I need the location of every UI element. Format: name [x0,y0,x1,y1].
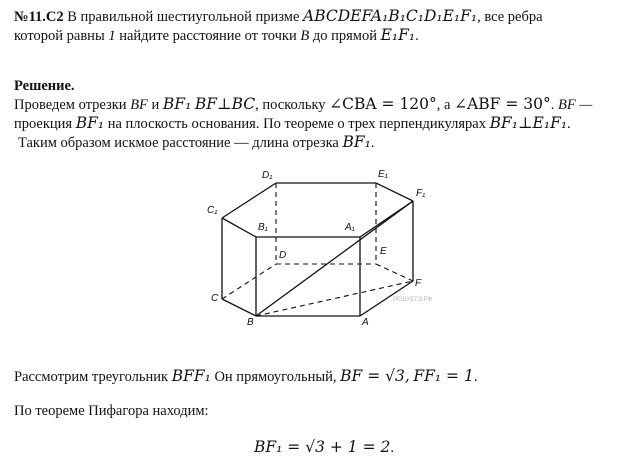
angle-cba: ∠CBA = 120° [329,95,437,113]
label-a: A [362,317,369,328]
bottom-text: Он прямоугольный, [214,369,337,385]
bottom-text: . [473,369,478,385]
segment-bf: BF [130,97,148,113]
label-e: E [380,246,387,257]
bottom-line-2: По теореме Пифагора находим: [14,403,209,419]
result-dot: . [390,440,394,456]
problem-text-5: до прямой [312,28,377,44]
segment-bf-projection: BF — [557,97,593,113]
label-d: D [279,250,287,261]
solution-text: . [567,116,571,132]
point-b: B [300,28,310,44]
problem-text-2: , все ребра [477,9,543,25]
segment-bf1: BF₁ [75,114,105,132]
solution-text: на плоскость основания. По теореме о трех перпендикулярах [107,116,486,132]
label-f: F [415,278,422,289]
edge-length: 1 [108,28,116,44]
solution-text: Проведем отрезки [14,97,127,113]
equation-bf: BF = √3, [340,367,410,385]
label-b: B [247,317,254,328]
problem-text-4: найдите расстояние от точки [119,28,297,44]
equation-ff1: FF₁ = 1 [413,367,474,385]
solution-text: и [151,97,160,113]
segment-bf1: BF₁ [162,95,192,113]
label-b1: B₁ [258,222,268,233]
triangle-bff1: BFF₁ [171,367,211,385]
solution-text: . [370,135,375,151]
perpendicular-relation: BF⊥BC [194,95,256,113]
label-d1: D₁ [262,170,273,181]
edge-e1f1 [376,183,413,201]
edge-cd [222,264,276,299]
edge-ef [376,264,413,281]
problem-number: №11.C2 [14,9,64,25]
solution-text: проекция [14,116,73,132]
segment-bf1: BF₁ [342,133,371,151]
problem-dot: . [415,28,419,44]
label-f1: F₁ [416,188,426,199]
bottom-line-1 [14,368,477,386]
label-e1: E₁ [378,169,388,180]
solution-text: , а [436,97,451,113]
angle-abf: ∠ABF = 30° [454,95,551,113]
label-c1: C₁ [207,205,218,216]
label-c: C [211,293,219,304]
edge-cb [222,299,256,316]
perpendicular-relation: BF₁⊥E₁F₁ [489,114,568,132]
problem-text-1: В правильной шестиугольной призме [67,9,300,25]
edge-c1d1 [222,183,276,218]
result-equation: BF₁ = √3 + 1 = 2 [254,438,391,456]
line-e1f1: E₁F₁ [380,26,416,44]
edge-b1c1 [222,218,256,237]
watermark: РЕШУЕГЭ.РФ [393,297,433,303]
solution-text: , поскольку [255,97,326,113]
problem-text-3: которой равны [14,28,105,44]
solution-text: . [550,97,555,113]
result-line [254,439,394,457]
solution-text: Таким образом искмое расстояние — длина отрезка [18,135,339,151]
solution-heading: Решение. [14,78,75,94]
label-a1: A₁ [345,222,355,233]
bottom-text: Рассмотрим треугольник [14,369,169,385]
prism-name: ABCDEFA₁B₁C₁D₁E₁F₁ [303,7,478,25]
